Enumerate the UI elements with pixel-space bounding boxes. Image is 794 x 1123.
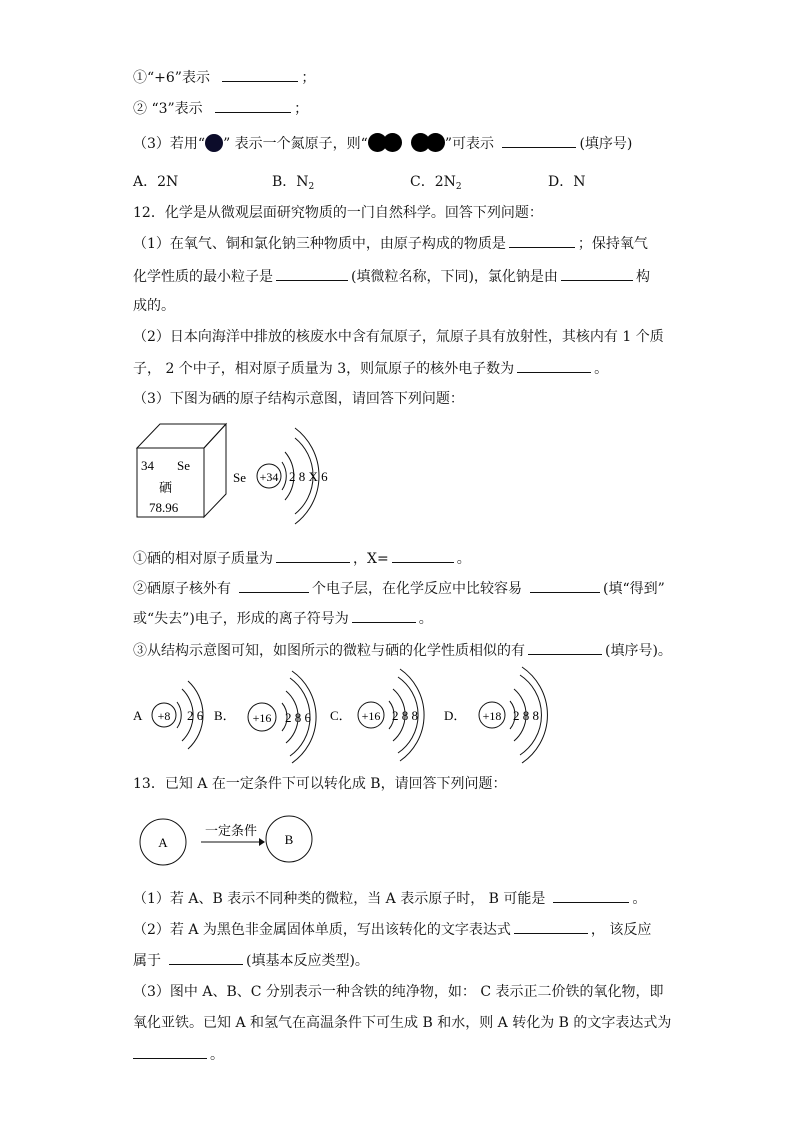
option-a[interactable]: A．2N <box>133 174 179 190</box>
choice-b-atom <box>248 671 316 763</box>
answer-blank[interactable] <box>528 640 602 655</box>
q13-p2-line1: （2）若 A 为黑色非金属固体单质，写出该转化的文字表达式 ， 该反应 <box>133 919 651 940</box>
shell-electrons: 2 6 <box>187 708 204 723</box>
q12-s2: ②硒原子核外有 个电子层，在化学反应中比较容易 (填“得到” <box>133 578 665 599</box>
answer-blank[interactable] <box>276 266 348 281</box>
nucleus-charge: +16 <box>361 709 381 723</box>
answer-blank[interactable] <box>530 578 600 593</box>
q12-s3: 或“失去”)电子，形成的离子符号为 。 <box>133 608 433 629</box>
answer-blank[interactable] <box>561 266 633 281</box>
q12-p1-line3: 成的。 <box>133 298 175 314</box>
answer-blank[interactable] <box>514 919 588 934</box>
atomic-mass: 78.96 <box>149 500 179 515</box>
n2-molecule-icon <box>411 133 445 158</box>
q13-p3-line1: （3）图中 A、B、C 分别表示一种含铁的纯净物，如： C 表示正二价铁的氧化物，即 <box>133 984 664 1000</box>
answer-blank[interactable] <box>509 233 575 248</box>
answer-blank[interactable] <box>133 1044 207 1059</box>
answer-blank[interactable] <box>215 98 291 113</box>
shell-electrons: 2 8 8 <box>392 708 418 723</box>
answer-blank[interactable] <box>553 888 629 903</box>
nitrogen-atom-icon <box>205 134 223 152</box>
n2-molecule-icon <box>368 133 402 158</box>
element-name: 硒 <box>159 480 173 495</box>
answer-blank[interactable] <box>352 608 416 623</box>
choice-a-label: A <box>133 708 143 723</box>
answer-blank[interactable] <box>222 67 298 82</box>
q12-p3: （3）下图为硒的原子结构示意图，请回答下列问题： <box>133 391 464 407</box>
atomic-number: 34 <box>141 458 154 473</box>
q13-p1: （1）若 A、B 表示不同种类的微粒，当 A 表示原子时， B 可能是 。 <box>133 888 646 909</box>
q12-p2-line1: （2）日本向海洋中排放的核废水中含有氚原子，氚原子具有放射性，其核内有 1 个质 <box>133 329 664 345</box>
answer-blank[interactable] <box>502 133 576 148</box>
selenium-diagram <box>130 410 360 525</box>
circle-a-label: A <box>158 835 168 850</box>
answer-blank[interactable] <box>517 358 591 373</box>
choice-diagrams <box>130 665 560 770</box>
q12-stem: 12．化学是从微观层面研究物质的一门自然科学。回答下列问题： <box>133 205 543 221</box>
option-b[interactable]: B．$N_2$ <box>272 174 315 192</box>
nucleus-charge: +8 <box>157 709 171 723</box>
q12-s4: ③从结构示意图可知，如图所示的微粒与硒的化学性质相似的有 (填序号)。 <box>133 640 672 661</box>
shell-electrons: 2 8 X 6 <box>289 469 328 484</box>
choice-d-atom <box>479 667 547 763</box>
element-symbol: Se <box>177 458 190 473</box>
q12-p2-line2: 子， 2 个中子，相对原子质量为 3，则氚原子的核外电子数为 。 <box>133 358 608 379</box>
q13-p2-line2: 属于 (填基本反应类型)。 <box>133 950 369 971</box>
q12-s1: ①硒的相对原子质量为 ，X= 。 <box>133 548 471 569</box>
answer-blank[interactable] <box>169 950 243 965</box>
arrow-head-icon <box>259 838 265 846</box>
choice-a-atom <box>152 681 204 749</box>
choice-d-label: D． <box>444 708 467 723</box>
shell-electrons: 2 8 6 <box>285 710 311 725</box>
q13-stem: 13．已知 A 在一定条件下可以转化成 B，请回答下列问题： <box>133 776 507 792</box>
answer-blank[interactable] <box>392 548 454 563</box>
diagram-symbol: Se <box>233 470 246 485</box>
choice-b-label: B． <box>214 708 236 723</box>
option-d[interactable]: D．N <box>548 174 586 190</box>
q12-p1-line2: 化学性质的最小粒子是 (填微粒名称，下同)，氯化钠是由 构 <box>133 266 650 287</box>
arrow-label: 一定条件 <box>204 823 258 838</box>
shell-electrons: 2 8 8 <box>513 708 539 723</box>
nucleus-charge: +34 <box>259 470 279 484</box>
answer-blank[interactable] <box>276 548 350 563</box>
answer-blank[interactable] <box>239 578 309 593</box>
q11-sub2: ② “3”表示 ； <box>133 98 308 119</box>
circle-b-label: B <box>284 832 294 847</box>
nucleus-charge: +18 <box>482 709 502 723</box>
option-c[interactable]: C．$2N_2$ <box>410 174 462 192</box>
a-to-b-diagram <box>135 812 325 872</box>
q11-sub1: ①“+6”表示 ； <box>133 67 315 88</box>
nucleus-charge: +16 <box>252 711 272 725</box>
q12-p1-line1: （1）在氧气、铜和氯化钠三种物质中，由原子构成的物质是 ；保持氧气 <box>133 233 648 254</box>
q11-part3: （3）若用“ ” 表示一个氮原子，则“ ”可表示 (填序号) <box>133 133 632 158</box>
choice-c-label: C． <box>330 708 352 723</box>
q13-p3-line2: 氧化亚铁。已知 A 和氢气在高温条件下可生成 B 和水，则 A 转化为 B 的文字表达式为 <box>133 1015 672 1031</box>
q13-p3-line3: 。 <box>133 1044 224 1065</box>
choice-c-atom <box>358 669 424 761</box>
